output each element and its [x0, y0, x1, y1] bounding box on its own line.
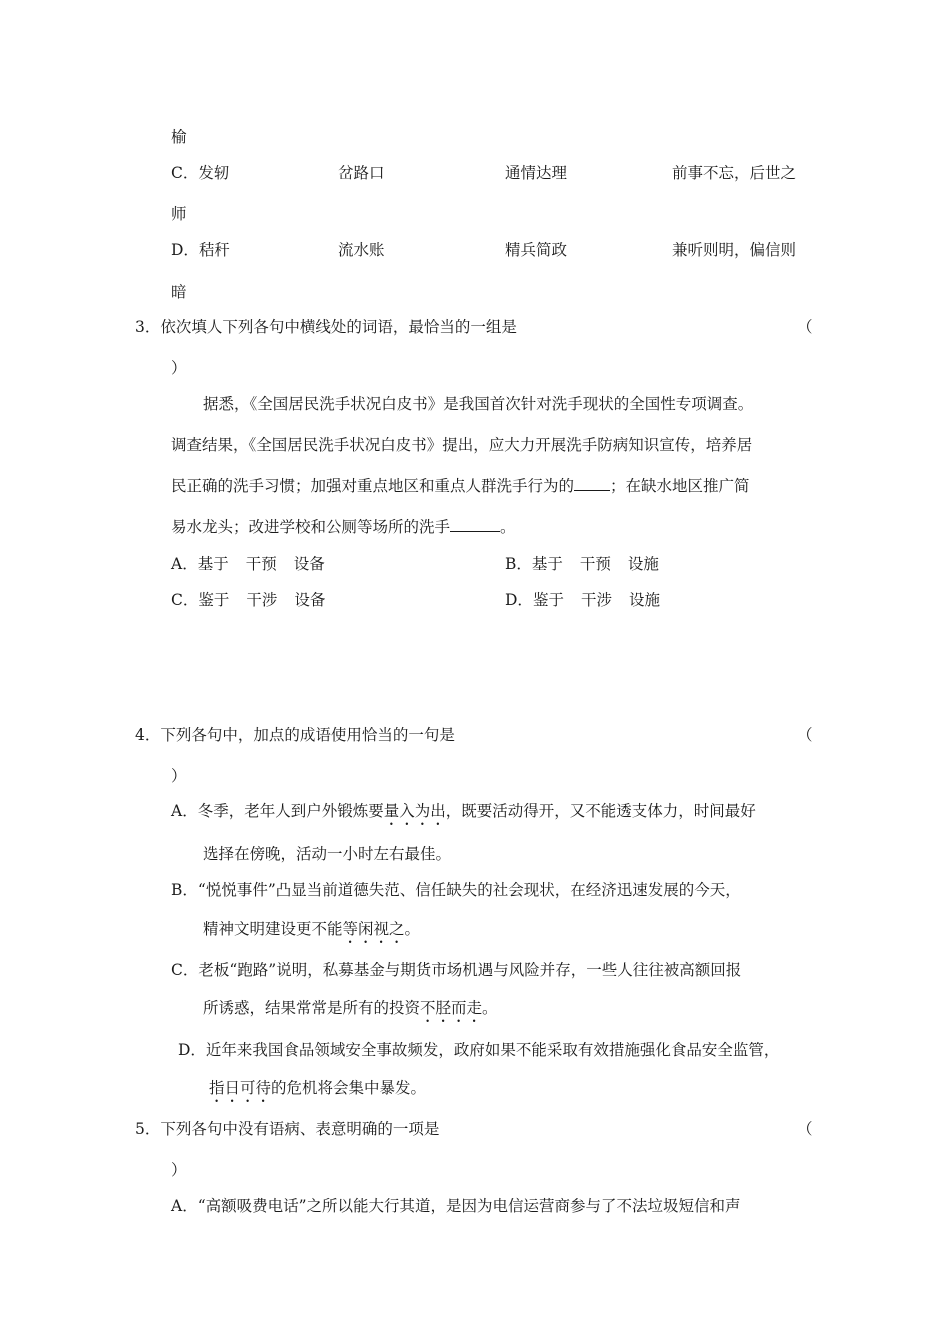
- option-word: 基于: [197, 555, 229, 573]
- option-letter: D．: [505, 591, 533, 609]
- q2-option-d-label: D．秸秆: [171, 241, 230, 259]
- q2-option-c-word4: 前事不忘，后世之: [672, 164, 797, 182]
- option-text: 。: [482, 999, 498, 1017]
- q2-option-d-word2: 流水账: [338, 241, 385, 259]
- q3-passage-line3-a: 民正确的洗手习惯；加强对重点地区和重点人群洗手行为的: [171, 477, 575, 495]
- q3-passage-line3: [171, 476, 750, 496]
- option-word: 基于: [531, 555, 563, 573]
- q3-passage-line4-b: 。: [500, 518, 516, 536]
- option-word: 干预: [245, 555, 277, 573]
- q3-paren-open: （: [797, 318, 813, 336]
- option-text: 。: [404, 920, 421, 938]
- option-text: A．冬季，老年人到户外锻炼要: [171, 802, 384, 820]
- q2-option-d-word3: 精兵简政: [505, 241, 568, 259]
- option-letter: C．: [171, 591, 199, 609]
- q3-option-a: [171, 554, 325, 574]
- option-word: 鉴于: [198, 591, 230, 609]
- q4-option-a-line1: [171, 801, 756, 829]
- option-text: 的危机将会集中暴发。: [271, 1079, 427, 1097]
- option-word: 干涉: [580, 591, 612, 609]
- option-word: 设施: [628, 591, 660, 609]
- dotted-idiom: 指日可待: [209, 1079, 272, 1097]
- dotted-idiom: 量入为出: [383, 802, 446, 820]
- q3-passage-line2: 调查结果，《全国居民洗手状况白皮书》提出，应大力开展洗手防病知识宣传，培养居: [171, 436, 753, 454]
- q4-stem: 4．下列各句中，加点的成语使用恰当的一句是: [135, 726, 455, 744]
- q4-option-c-line2: [203, 998, 498, 1026]
- option-text: ，既要活动得开，又不能透支体力，时间最好: [445, 802, 756, 820]
- q4-option-d-line2: [209, 1078, 426, 1106]
- q4-option-a-line2: 选择在傍晚，活动一小时左右最佳。: [203, 845, 452, 863]
- q3-paren-close: ）: [171, 359, 187, 377]
- q4-paren-open: （: [797, 726, 813, 744]
- option-text: 精神文明建设更不能: [203, 920, 343, 938]
- option-letter: B．: [505, 555, 532, 573]
- option-text: 所诱惑，结果常常是所有的投资: [203, 999, 421, 1017]
- option-word: 设施: [627, 555, 659, 573]
- q2-option-c-label: C．发轫: [171, 164, 230, 182]
- q3-option-b: [505, 554, 659, 574]
- q5-option-a-line1: A．“高额吸费电话”之所以能大行其道，是因为电信运营商参与了不法垃圾短信和声: [171, 1197, 741, 1215]
- q2-option-c-word3: 通情达理: [505, 164, 568, 182]
- q2-option-c-wrap: 师: [171, 205, 187, 223]
- option-word: 设备: [293, 555, 325, 573]
- q3-option-d: [505, 590, 660, 610]
- option-word: 设备: [294, 591, 326, 609]
- answer-blank-2: [450, 517, 500, 532]
- q3-passage-line3-b: ；在缺水地区推广简: [610, 477, 750, 495]
- dotted-idiom: 不胫而走: [420, 999, 483, 1017]
- q2-option-d-word4: 兼听则明，偏信则: [672, 241, 797, 259]
- q2-option-b-wrap: 榆: [171, 128, 187, 146]
- q5-paren-open: （: [797, 1120, 813, 1138]
- q3-option-c: [171, 590, 325, 610]
- q4-option-c-line1: C．老板“跑路”说明，私募基金与期货市场机遇与风险并存，一些人往往被高额回报: [171, 961, 742, 979]
- option-word: 干涉: [246, 591, 278, 609]
- q4-option-b-line2: [203, 919, 420, 947]
- option-letter: A．: [171, 555, 198, 573]
- q3-stem: 3．依次填人下列各句中横线处的词语，最恰当的一组是: [135, 318, 517, 336]
- q5-stem: 5．下列各句中没有语病、表意明确的一项是: [135, 1120, 440, 1138]
- option-word: 干预: [579, 555, 611, 573]
- q3-passage-line4-a: 易水龙头；改进学校和公厕等场所的洗手: [171, 518, 451, 536]
- q4-paren-close: ）: [171, 767, 187, 785]
- q2-option-d-wrap: 暗: [171, 283, 187, 301]
- q3-passage-line4: [171, 517, 516, 537]
- option-word: 鉴于: [532, 591, 564, 609]
- dotted-idiom: 等闲视之: [342, 920, 405, 938]
- q4-option-b-line1: B．“悦悦事件”凸显当前道德失范、信任缺失的社会现状，在经济迅速发展的今天，: [171, 881, 741, 899]
- q5-paren-close: ）: [171, 1161, 187, 1179]
- q2-option-c-word2: 岔路口: [338, 164, 385, 182]
- answer-blank-1: [574, 476, 610, 491]
- q3-passage-line1: 据悉，《全国居民洗手状况白皮书》是我国首次针对洗手现状的全国性专项调查。: [203, 395, 754, 413]
- q4-option-d-line1: D．近年来我国食品领域安全事故频发，政府如果不能采取有效措施强化食品安全监管，: [178, 1041, 780, 1059]
